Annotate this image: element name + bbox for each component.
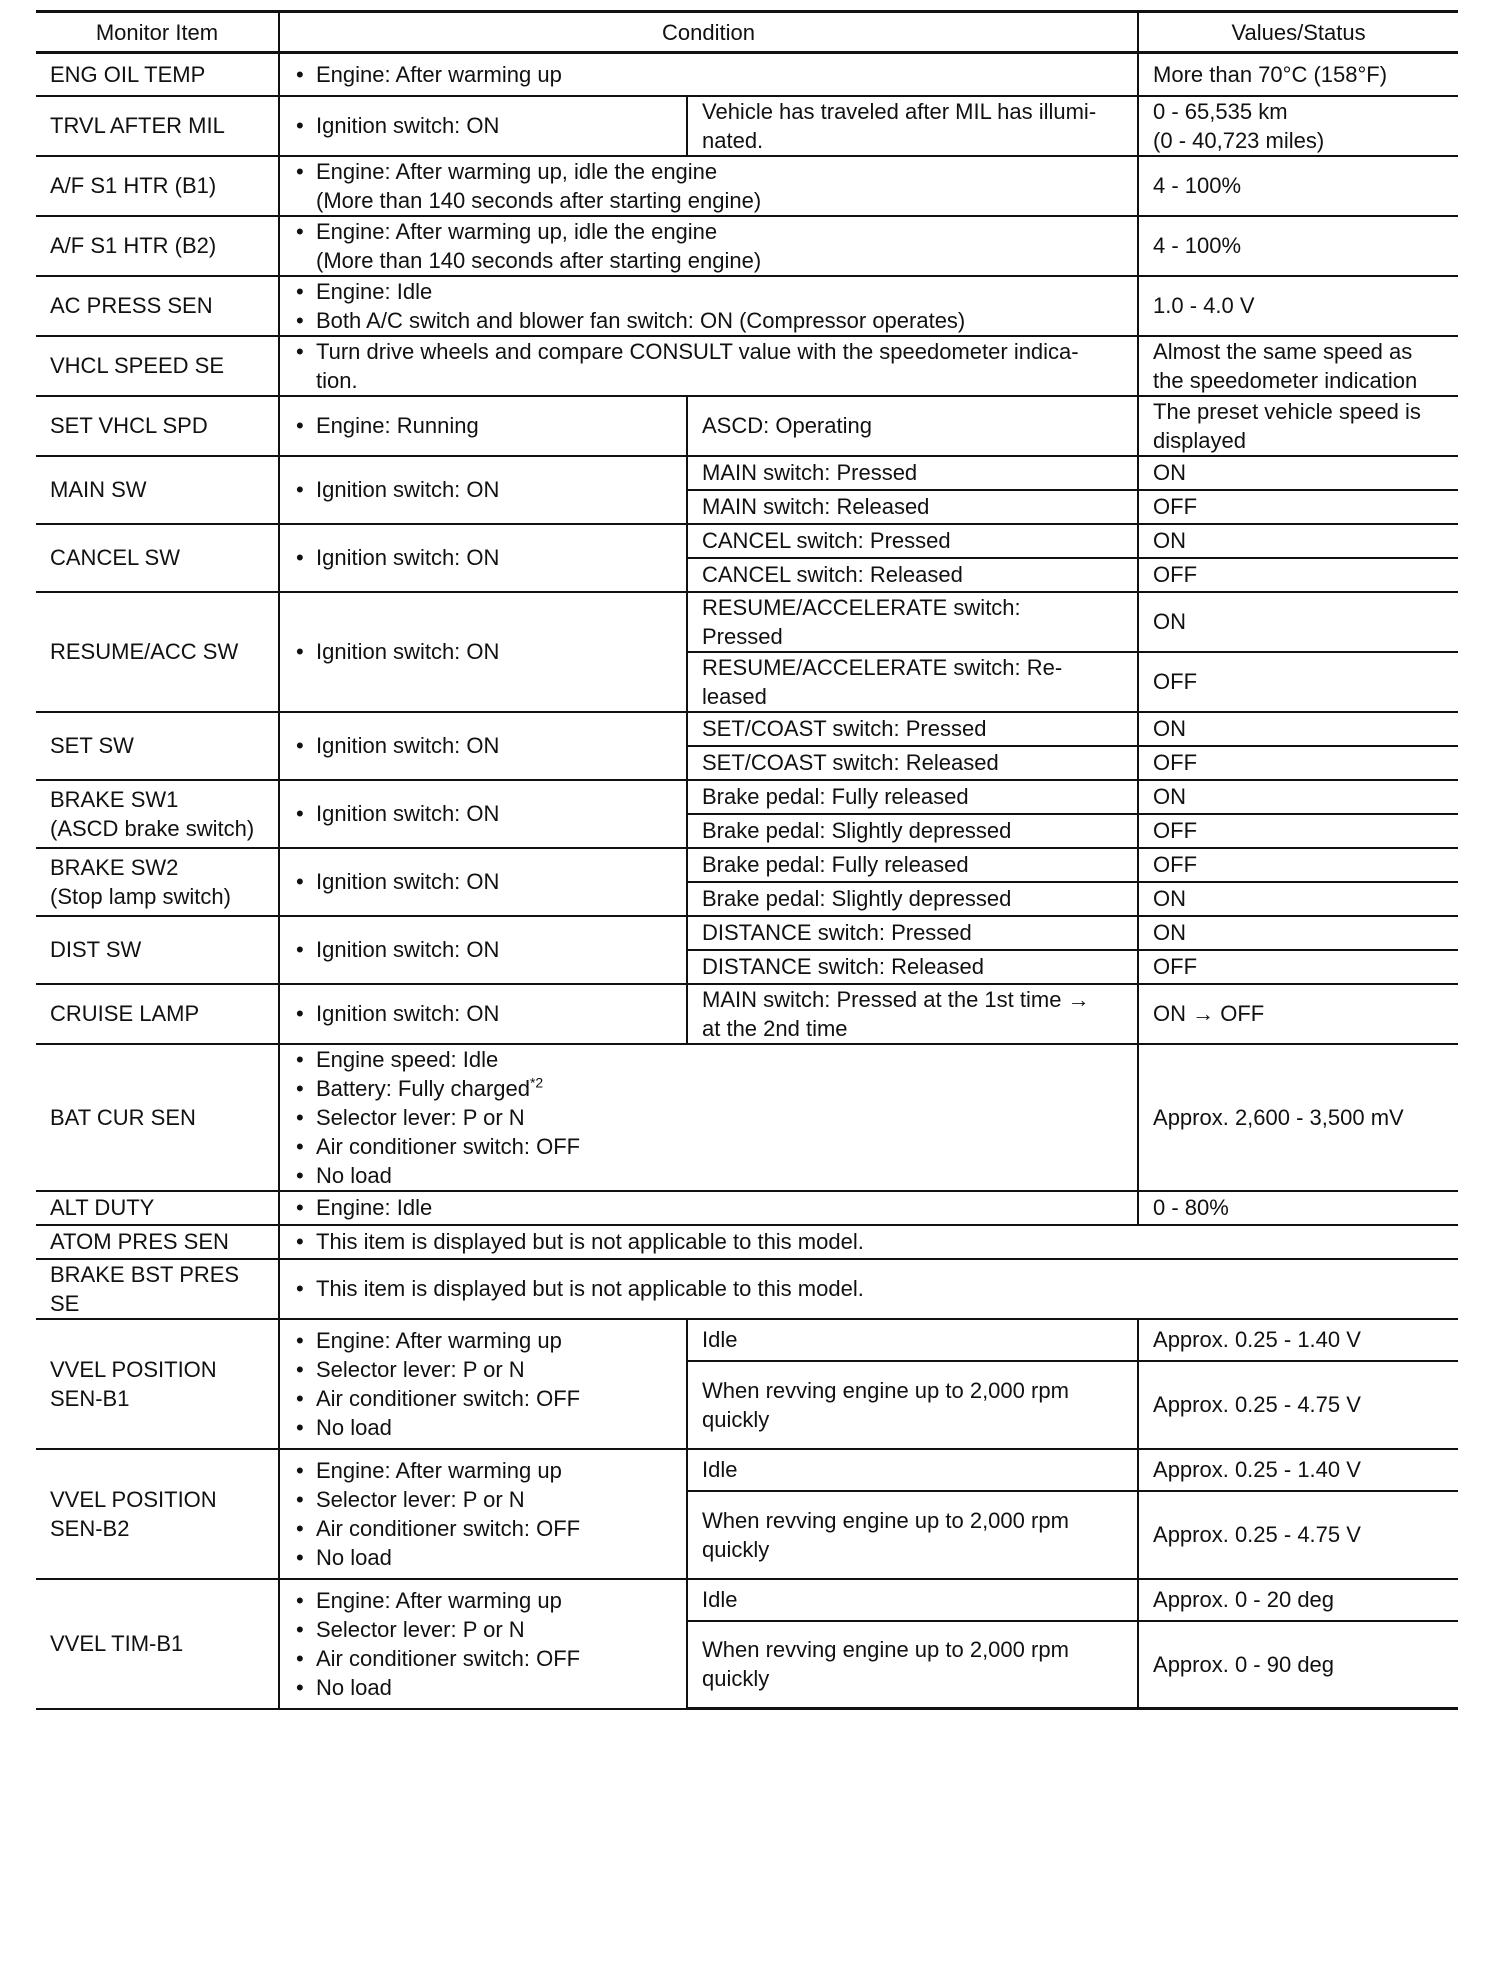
condition-bullet: • This item is displayed but is not applicable to this model. (294, 1227, 1448, 1256)
value-cell: ON (1138, 524, 1458, 558)
sub-condition-cell: DISTANCE switch: Released (687, 950, 1138, 984)
value-cell: ON (1138, 592, 1458, 652)
sub-condition-cell: SET/COAST switch: Released (687, 746, 1138, 780)
table-row (36, 1259, 1458, 1319)
condition-bullet: • No load (294, 1543, 676, 1572)
condition-bullet: • Engine: After warming up (294, 1326, 676, 1355)
monitor-item-cell: A/F S1 HTR (B1) (36, 156, 279, 216)
sub-condition-cell: Vehicle has traveled after MIL has illumi- nated. (687, 96, 1138, 156)
header-monitor-item: Monitor Item (36, 12, 279, 53)
value-cell: ON → OFF (1138, 984, 1458, 1044)
condition-bullet: • Ignition switch: ON (294, 637, 676, 666)
sub-condition-cell: ASCD: Operating (687, 396, 1138, 456)
value-cell: Approx. 0.25 - 4.75 V (1138, 1361, 1458, 1449)
table-row (36, 712, 1458, 746)
table-row (36, 96, 1458, 156)
condition-bullet: • Ignition switch: ON (294, 999, 676, 1028)
condition-cell (279, 524, 687, 592)
sub-condition-cell: Idle (687, 1579, 1138, 1621)
condition-bullet: • Ignition switch: ON (294, 731, 676, 760)
value-cell: ON (1138, 456, 1458, 490)
monitor-item-cell: VVEL POSITION SEN-B2 (36, 1449, 279, 1579)
monitor-item-cell: AC PRESS SEN (36, 276, 279, 336)
condition-cell (279, 592, 687, 712)
value-cell: Almost the same speed as the speedometer indication (1138, 336, 1458, 396)
sub-condition-cell: Brake pedal: Slightly depressed (687, 882, 1138, 916)
table-row (36, 216, 1458, 276)
condition-bullet: • Air conditioner switch: OFF (294, 1514, 676, 1543)
monitor-item-cell: MAIN SW (36, 456, 279, 524)
value-cell: More than 70°C (158°F) (1138, 53, 1458, 96)
value-cell: 4 - 100% (1138, 216, 1458, 276)
value-cell: OFF (1138, 652, 1458, 712)
value-cell: Approx. 0.25 - 1.40 V (1138, 1319, 1458, 1361)
value-cell: Approx. 0 - 20 deg (1138, 1579, 1458, 1621)
sub-condition-cell: MAIN switch: Pressed (687, 456, 1138, 490)
table-row (36, 456, 1458, 490)
condition-cell (279, 53, 1138, 96)
value-cell: The preset vehicle speed is displayed (1138, 396, 1458, 456)
value-cell: Approx. 0.25 - 4.75 V (1138, 1491, 1458, 1579)
table-row (36, 336, 1458, 396)
monitor-item-cell: ALT DUTY (36, 1191, 279, 1225)
condition-bullet: • Selector lever: P or N (294, 1615, 676, 1644)
condition-bullet: • Air conditioner switch: OFF (294, 1384, 676, 1413)
condition-cell (279, 1225, 1458, 1259)
value-cell: Approx. 0 - 90 deg (1138, 1621, 1458, 1709)
sub-condition-cell: RESUME/ACCELERATE switch: Re- leased (687, 652, 1138, 712)
sub-condition-cell: Brake pedal: Fully released (687, 780, 1138, 814)
condition-bullet: • Engine: After warming up (294, 1586, 676, 1615)
sub-condition-cell: When revving engine up to 2,000 rpm quickly (687, 1491, 1138, 1579)
condition-cell (279, 456, 687, 524)
monitor-item-cell: TRVL AFTER MIL (36, 96, 279, 156)
sub-condition-cell: When revving engine up to 2,000 rpm quickly (687, 1361, 1138, 1449)
value-cell: OFF (1138, 490, 1458, 524)
condition-cell (279, 916, 687, 984)
value-cell: 0 - 65,535 km (0 - 40,723 miles) (1138, 96, 1458, 156)
value-cell: OFF (1138, 558, 1458, 592)
sub-condition-cell: RESUME/ACCELERATE switch: Pressed (687, 592, 1138, 652)
condition-bullet: • Engine: Idle (294, 277, 1127, 306)
condition-cell (279, 1259, 1458, 1319)
value-cell: 0 - 80% (1138, 1191, 1458, 1225)
table-row (36, 916, 1458, 950)
condition-bullet: • Engine: After warming up (294, 60, 1127, 89)
sub-condition-cell: DISTANCE switch: Pressed (687, 916, 1138, 950)
condition-bullet: • Ignition switch: ON (294, 799, 676, 828)
value-cell: OFF (1138, 848, 1458, 882)
table-row (36, 276, 1458, 336)
condition-bullet: • Engine: After warming up, idle the engine (More than 140 seconds after starting engine) (294, 157, 1127, 215)
condition-cell (279, 1319, 687, 1449)
condition-bullet: • Engine speed: Idle (294, 1045, 1127, 1074)
value-cell: OFF (1138, 746, 1458, 780)
condition-bullet: • Ignition switch: ON (294, 543, 676, 572)
sub-condition-cell: When revving engine up to 2,000 rpm quickly (687, 1621, 1138, 1709)
value-cell: ON (1138, 780, 1458, 814)
condition-cell (279, 1449, 687, 1579)
value-cell: 1.0 - 4.0 V (1138, 276, 1458, 336)
condition-bullet: • Engine: Idle (294, 1193, 1127, 1222)
monitor-item-table (36, 10, 1458, 1710)
condition-cell (279, 1579, 687, 1709)
monitor-item-cell: BRAKE SW2 (Stop lamp switch) (36, 848, 279, 916)
monitor-item-cell: BRAKE BST PRES SE (36, 1259, 279, 1319)
monitor-item-cell: CANCEL SW (36, 524, 279, 592)
table-row (36, 53, 1458, 96)
monitor-item-cell: ENG OIL TEMP (36, 53, 279, 96)
condition-cell (279, 848, 687, 916)
condition-bullet: • Selector lever: P or N (294, 1355, 676, 1384)
monitor-item-cell: VHCL SPEED SE (36, 336, 279, 396)
table-row (36, 848, 1458, 882)
condition-bullet: • Ignition switch: ON (294, 475, 676, 504)
value-cell: ON (1138, 916, 1458, 950)
monitor-item-cell: SET VHCL SPD (36, 396, 279, 456)
value-cell: OFF (1138, 950, 1458, 984)
table-row (36, 1044, 1458, 1191)
condition-bullet: • No load (294, 1673, 676, 1702)
condition-cell (279, 336, 1138, 396)
sub-condition-cell: Brake pedal: Fully released (687, 848, 1138, 882)
condition-cell (279, 216, 1138, 276)
monitor-item-cell: BAT CUR SEN (36, 1044, 279, 1191)
condition-bullet: • Selector lever: P or N (294, 1103, 1127, 1132)
table-row (36, 984, 1458, 1044)
table-row (36, 1319, 1458, 1361)
condition-cell (279, 276, 1138, 336)
table-row (36, 592, 1458, 652)
condition-cell (279, 1044, 1138, 1191)
condition-bullet: • Engine: After warming up (294, 1456, 676, 1485)
condition-cell (279, 96, 687, 156)
monitor-item-cell: BRAKE SW1 (ASCD brake switch) (36, 780, 279, 848)
condition-cell (279, 984, 687, 1044)
table-row (36, 396, 1458, 456)
condition-text: Battery: Fully charged (316, 1075, 530, 1101)
table-row (36, 1579, 1458, 1621)
monitor-item-cell: VVEL POSITION SEN-B1 (36, 1319, 279, 1449)
table-row (36, 524, 1458, 558)
footnote-marker: *2 (529, 1074, 544, 1091)
condition-bullet: • Selector lever: P or N (294, 1485, 676, 1514)
value-cell: Approx. 2,600 - 3,500 mV (1138, 1044, 1458, 1191)
monitor-item-cell: CRUISE LAMP (36, 984, 279, 1044)
sub-condition-cell: CANCEL switch: Pressed (687, 524, 1138, 558)
condition-bullet: • Ignition switch: ON (294, 111, 676, 140)
monitor-item-cell: VVEL TIM-B1 (36, 1579, 279, 1709)
condition-cell (279, 712, 687, 780)
sub-condition-cell: MAIN switch: Pressed at the 1st time → at the 2nd time (687, 984, 1138, 1044)
sub-condition-cell: CANCEL switch: Released (687, 558, 1138, 592)
monitor-item-cell: SET SW (36, 712, 279, 780)
sub-condition-cell: SET/COAST switch: Pressed (687, 712, 1138, 746)
monitor-item-cell: A/F S1 HTR (B2) (36, 216, 279, 276)
table-row (36, 780, 1458, 814)
table-row (36, 156, 1458, 216)
sub-condition-cell: Idle (687, 1449, 1138, 1491)
monitor-item-cell: DIST SW (36, 916, 279, 984)
value-cell: ON (1138, 882, 1458, 916)
table-row (36, 1225, 1458, 1259)
condition-bullet: • No load (294, 1161, 1127, 1190)
condition-bullet: • Engine: After warming up, idle the engine (More than 140 seconds after starting engine) (294, 217, 1127, 275)
condition-bullet (294, 1074, 1127, 1103)
header-condition: Condition (279, 12, 1138, 53)
condition-bullet: • No load (294, 1413, 676, 1442)
value-cell: Approx. 0.25 - 1.40 V (1138, 1449, 1458, 1491)
monitor-item-cell: ATOM PRES SEN (36, 1225, 279, 1259)
condition-bullet: • Ignition switch: ON (294, 935, 676, 964)
condition-cell (279, 780, 687, 848)
condition-bullet: • Engine: Running (294, 411, 676, 440)
header-values-status: Values/Status (1138, 12, 1458, 53)
document-page (36, 10, 1458, 1710)
value-cell: ON (1138, 712, 1458, 746)
condition-cell (279, 156, 1138, 216)
sub-condition-cell: Idle (687, 1319, 1138, 1361)
value-cell: 4 - 100% (1138, 156, 1458, 216)
sub-condition-cell: MAIN switch: Released (687, 490, 1138, 524)
condition-bullet: • This item is displayed but is not applicable to this model. (294, 1274, 1448, 1303)
condition-bullet: • Both A/C switch and blower fan switch: ON (Compressor operates) (294, 306, 1127, 335)
monitor-item-cell: RESUME/ACC SW (36, 592, 279, 712)
condition-bullet: • Air conditioner switch: OFF (294, 1132, 1127, 1161)
table-header-row (36, 12, 1458, 53)
condition-bullet: • Turn drive wheels and compare CONSULT value with the speedometer indica- tion. (294, 337, 1127, 395)
sub-condition-cell: Brake pedal: Slightly depressed (687, 814, 1138, 848)
condition-bullet: • Air conditioner switch: OFF (294, 1644, 676, 1673)
value-cell: OFF (1138, 814, 1458, 848)
condition-bullet: • Ignition switch: ON (294, 867, 676, 896)
condition-cell (279, 1191, 1138, 1225)
table-row (36, 1449, 1458, 1491)
table-row (36, 1191, 1458, 1225)
condition-cell (279, 396, 687, 456)
